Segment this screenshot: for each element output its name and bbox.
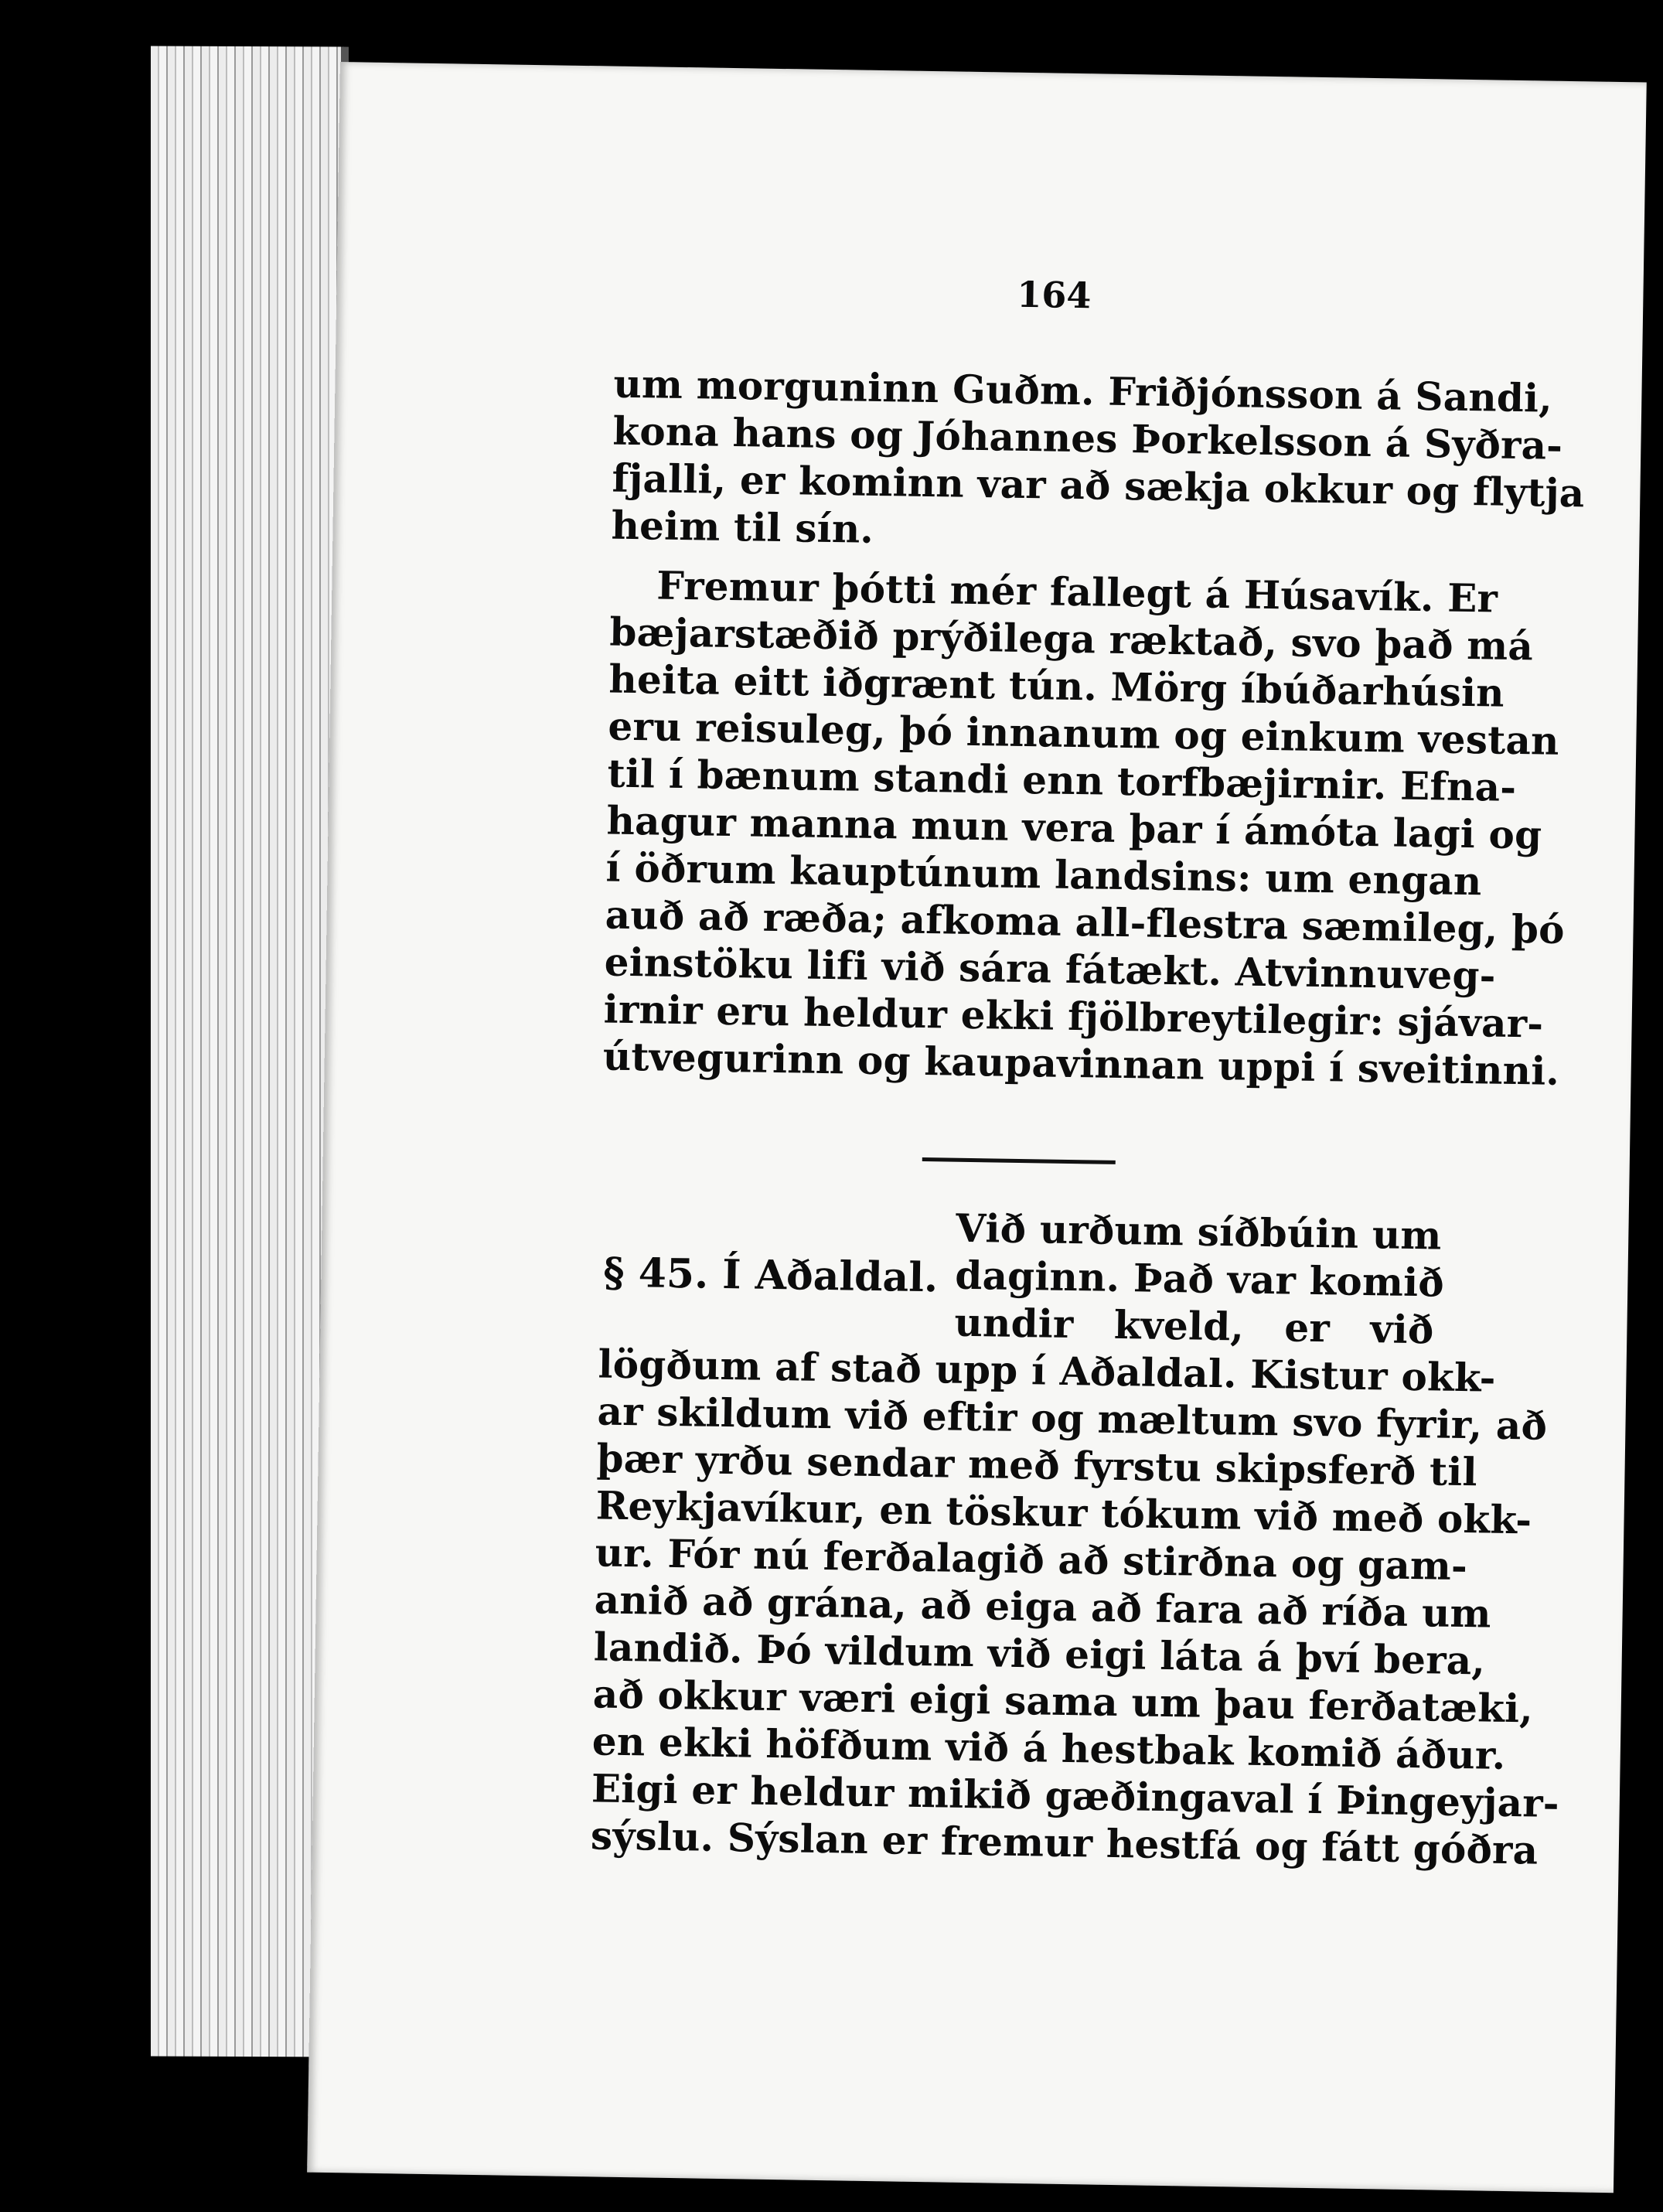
paragraph-1 <box>611 360 1585 562</box>
text-line: Fremur þótti mér fallegt á Húsavík. Er <box>656 562 1498 622</box>
text-line: að okkur væri eigi sama um þau ferðatæki, <box>592 1671 1534 1732</box>
text-line: útvegurinn og kaupavinnan uppi í sveitinni. <box>602 1033 1560 1094</box>
text-line: eru reisuleg, þó innanum og einkum vestan <box>608 703 1560 764</box>
text-line: landið. Þó vildum við eigi láta á því bera, <box>593 1624 1486 1684</box>
text-line: ar skildum við eftir og mæltum svo fyrir, að <box>597 1388 1548 1449</box>
text-line: til í bænum standi enn torfbæjirnir. Efna- <box>607 750 1517 811</box>
text-line: lögðum af stað upp í Aðaldal. Kistur okk- <box>598 1341 1497 1401</box>
text-line: anið að grána, að eiga að fara að ríða um <box>594 1576 1492 1637</box>
text-line: undir kveld, er við <box>954 1299 1434 1353</box>
text-line: sýslu. Sýslan er fremur hestfá og fátt góðra <box>590 1812 1539 1873</box>
text-line: auð að ræða; afkoma all-flestra sæmileg, þó <box>605 891 1566 953</box>
section-side-text <box>954 1205 1445 1354</box>
page-number: 164 <box>1016 273 1092 317</box>
text-line: Við urðum síðbúin um <box>955 1205 1442 1259</box>
text-line: fjalli, er kominn var að sækja okkur og flytja <box>612 455 1585 516</box>
text-line: einstöku lifi við sára fátækt. Atvinnuveg- <box>604 939 1497 999</box>
text-line: irnir eru heldur ekki fjölbreytilegir: sjávar- <box>603 986 1544 1047</box>
text-line: Reykjavíkur, en töskur tókum við með okk- <box>595 1482 1532 1543</box>
text-line: bæjarstæðið prýðilega ræktað, svo það má <box>609 608 1534 670</box>
text-line: um morguninn Guðm. Friðjónsson á Sandi, <box>613 360 1553 421</box>
section-heading: § 45. Í Aðaldal. <box>602 1249 939 1302</box>
text-line: þær yrðu sendar með fyrstu skipsferð til <box>596 1435 1478 1495</box>
text-line: ur. Fór nú ferðalagið að stirðna og gam- <box>595 1529 1468 1590</box>
text-line: daginn. Það var komið <box>954 1252 1445 1306</box>
text-line: Eigi er heldur mikið gæðingaval í Þingeyjar- <box>591 1765 1560 1827</box>
text-line: en ekki höfðum við á hestbak komið áður. <box>591 1718 1506 1778</box>
text-line: í öðrum kauptúnum landsins: um engan <box>605 844 1482 905</box>
paragraph-2 <box>602 561 1566 1094</box>
section-divider <box>922 1157 1116 1164</box>
book-page <box>307 62 1647 2193</box>
text-line: kona hans og Jóhannes Þorkelsson á Syðra- <box>612 407 1563 469</box>
text-line: heim til sín. <box>611 502 874 552</box>
text-line: hagur manna mun vera þar í ámóta lagi og <box>606 797 1542 858</box>
section-body <box>590 1340 1560 1873</box>
text-line: heita eitt iðgrænt tún. Mörg íbúðarhúsin <box>608 656 1505 716</box>
